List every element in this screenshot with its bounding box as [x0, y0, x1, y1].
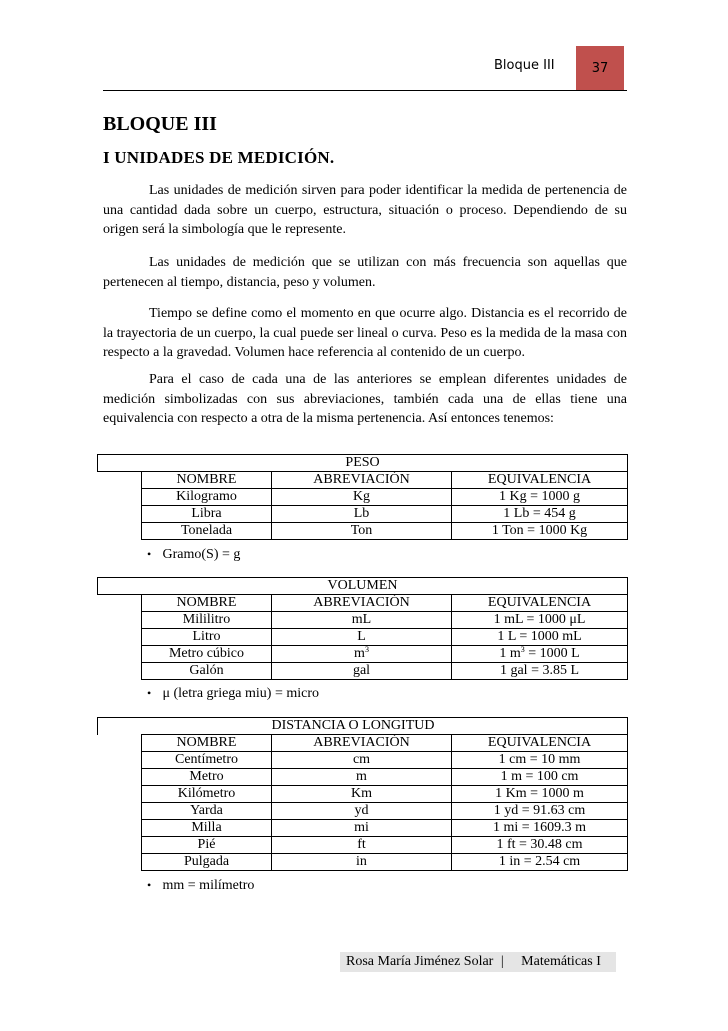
table-cell: L: [272, 629, 452, 646]
table-title: DISTANCIA O LONGITUD: [272, 718, 628, 735]
column-header: NOMBRE: [142, 472, 272, 489]
table-cell: yd: [272, 803, 452, 820]
column-header: ABREVIACIÓN: [272, 472, 452, 489]
table-cell: 1 in = 2.54 cm: [452, 854, 628, 871]
table-header-row: [98, 735, 628, 752]
table-cell: Galón: [142, 663, 272, 680]
peso-table: [97, 454, 628, 540]
table-row: [98, 837, 628, 854]
table-cell: Libra: [142, 506, 272, 523]
table-title-row: [98, 455, 628, 472]
column-header: EQUIVALENCIA: [452, 735, 628, 752]
table-cell: 1 Km = 1000 m: [452, 786, 628, 803]
table-row: [98, 663, 628, 680]
note-text: μ (letra griega miu) = micro: [162, 686, 320, 701]
section-title: I UNIDADES DE MEDICIÓN.: [103, 148, 335, 167]
table-cell: Ton: [272, 523, 452, 540]
table-cell: Metro: [142, 769, 272, 786]
table-title: PESO: [98, 455, 628, 472]
header-rule: [103, 90, 627, 91]
table-title: VOLUMEN: [98, 578, 628, 595]
table-row: [98, 769, 628, 786]
table-cell: 1 m = 100 cm: [452, 769, 628, 786]
bullet-icon: •: [147, 686, 152, 700]
page-number-badge: 37: [576, 46, 624, 90]
table-row: [98, 629, 628, 646]
table-row: [98, 803, 628, 820]
page-heading: BLOQUE III: [103, 113, 217, 135]
column-header: ABREVIACIÓN: [272, 595, 452, 612]
table-cell: in: [272, 854, 452, 871]
table-cell: 1 gal = 3.85 L: [452, 663, 628, 680]
table-row: [98, 646, 628, 663]
table-cell: Centímetro: [142, 752, 272, 769]
table-cell: 1 Ton = 1000 Kg: [452, 523, 628, 540]
table-row: [98, 820, 628, 837]
table-cell: 1 cm = 10 mm: [452, 752, 628, 769]
superscript: 3: [520, 645, 525, 654]
volumen-note: [147, 684, 319, 703]
table-cell: mi: [272, 820, 452, 837]
paragraph-3: Tiempo se define como el momento en que ocurre algo. Distancia es el recorrido de la trayectoria de un cuerpo, la cual puede ser lineal o curva. Peso es la medida de la masa con respecto a la gravedad. Volumen hace referencia al contenido de un cuerpo.: [103, 306, 627, 360]
table-row: [98, 489, 628, 506]
table-cell: [452, 646, 628, 663]
table-cell: 1 mL = 1000 μL: [452, 612, 628, 629]
table-cell: Milla: [142, 820, 272, 837]
footer-author: Rosa María Jiménez Solar: [346, 954, 494, 969]
table-cell: Yarda: [142, 803, 272, 820]
table-cell: Metro cúbico: [142, 646, 272, 663]
table-row: [98, 786, 628, 803]
cubic-abbrev: m: [354, 646, 365, 661]
column-header: EQUIVALENCIA: [452, 595, 628, 612]
paragraph-1: Las unidades de medición sirven para poder identificar la medida de pertenencia de una cantidad dada sobre un cuerpo, estructura, situación o proceso. Dependiendo de su origen será la simbología que le represente.: [103, 183, 627, 237]
table-cell: Pié: [142, 837, 272, 854]
table-title-row: [98, 718, 628, 735]
table-cell: Mililitro: [142, 612, 272, 629]
table-cell: Kilogramo: [142, 489, 272, 506]
column-header: ABREVIACIÓN: [272, 735, 452, 752]
table-cell: cm: [272, 752, 452, 769]
bullet-icon: •: [147, 878, 152, 892]
volumen-table: [97, 577, 628, 680]
table-header-row: [98, 472, 628, 489]
table-cell: Kg: [272, 489, 452, 506]
equiv-suffix: = 1000 L: [524, 646, 580, 661]
table-cell: gal: [272, 663, 452, 680]
column-header: NOMBRE: [142, 735, 272, 752]
column-header: NOMBRE: [142, 595, 272, 612]
paragraph-4: Para el caso de cada una de las anteriores se emplean diferentes unidades de medición simbolizadas con sus abreviaciones, también cada una de ellas tiene una equivalencia con respecto a otra de la misma pertenencia. Así entonces tenemos:: [103, 372, 627, 426]
table-row: [98, 523, 628, 540]
table-row: [98, 506, 628, 523]
table-row: [98, 752, 628, 769]
table-cell: Tonelada: [142, 523, 272, 540]
table-cell: Kilómetro: [142, 786, 272, 803]
table-row: [98, 854, 628, 871]
table-cell: Pulgada: [142, 854, 272, 871]
table-cell: 1 ft = 30.48 cm: [452, 837, 628, 854]
distancia-table: [97, 717, 628, 871]
table-cell: 1 L = 1000 mL: [452, 629, 628, 646]
table-cell: m: [272, 769, 452, 786]
table-cell: Litro: [142, 629, 272, 646]
table-cell: [272, 646, 452, 663]
table-cell: 1 yd = 91.63 cm: [452, 803, 628, 820]
page-footer: [340, 952, 616, 972]
bullet-icon: •: [147, 547, 152, 561]
running-header-title: Bloque III: [494, 58, 555, 73]
table-row: [98, 612, 628, 629]
table-cell: Km: [272, 786, 452, 803]
superscript: 3: [364, 645, 369, 654]
table-cell: ft: [272, 837, 452, 854]
distancia-note: [147, 876, 254, 895]
footer-course: Matemáticas I: [521, 954, 601, 969]
footer-separator: |: [500, 954, 504, 969]
table-title-row: [98, 578, 628, 595]
note-text: Gramo(S) = g: [162, 547, 241, 562]
column-header: EQUIVALENCIA: [452, 472, 628, 489]
note-text: mm = milímetro: [162, 878, 255, 893]
peso-note: [147, 545, 240, 564]
table-cell: 1 Lb = 454 g: [452, 506, 628, 523]
table-cell: mL: [272, 612, 452, 629]
table-cell: 1 mi = 1609.3 m: [452, 820, 628, 837]
table-cell: 1 Kg = 1000 g: [452, 489, 628, 506]
table-cell: Lb: [272, 506, 452, 523]
table-header-row: [98, 595, 628, 612]
paragraph-2: Las unidades de medición que se utilizan con más frecuencia son aquellas que pertenecen al tiempo, distancia, peso y volumen.: [103, 255, 627, 290]
equiv-prefix: 1 m: [499, 646, 521, 661]
